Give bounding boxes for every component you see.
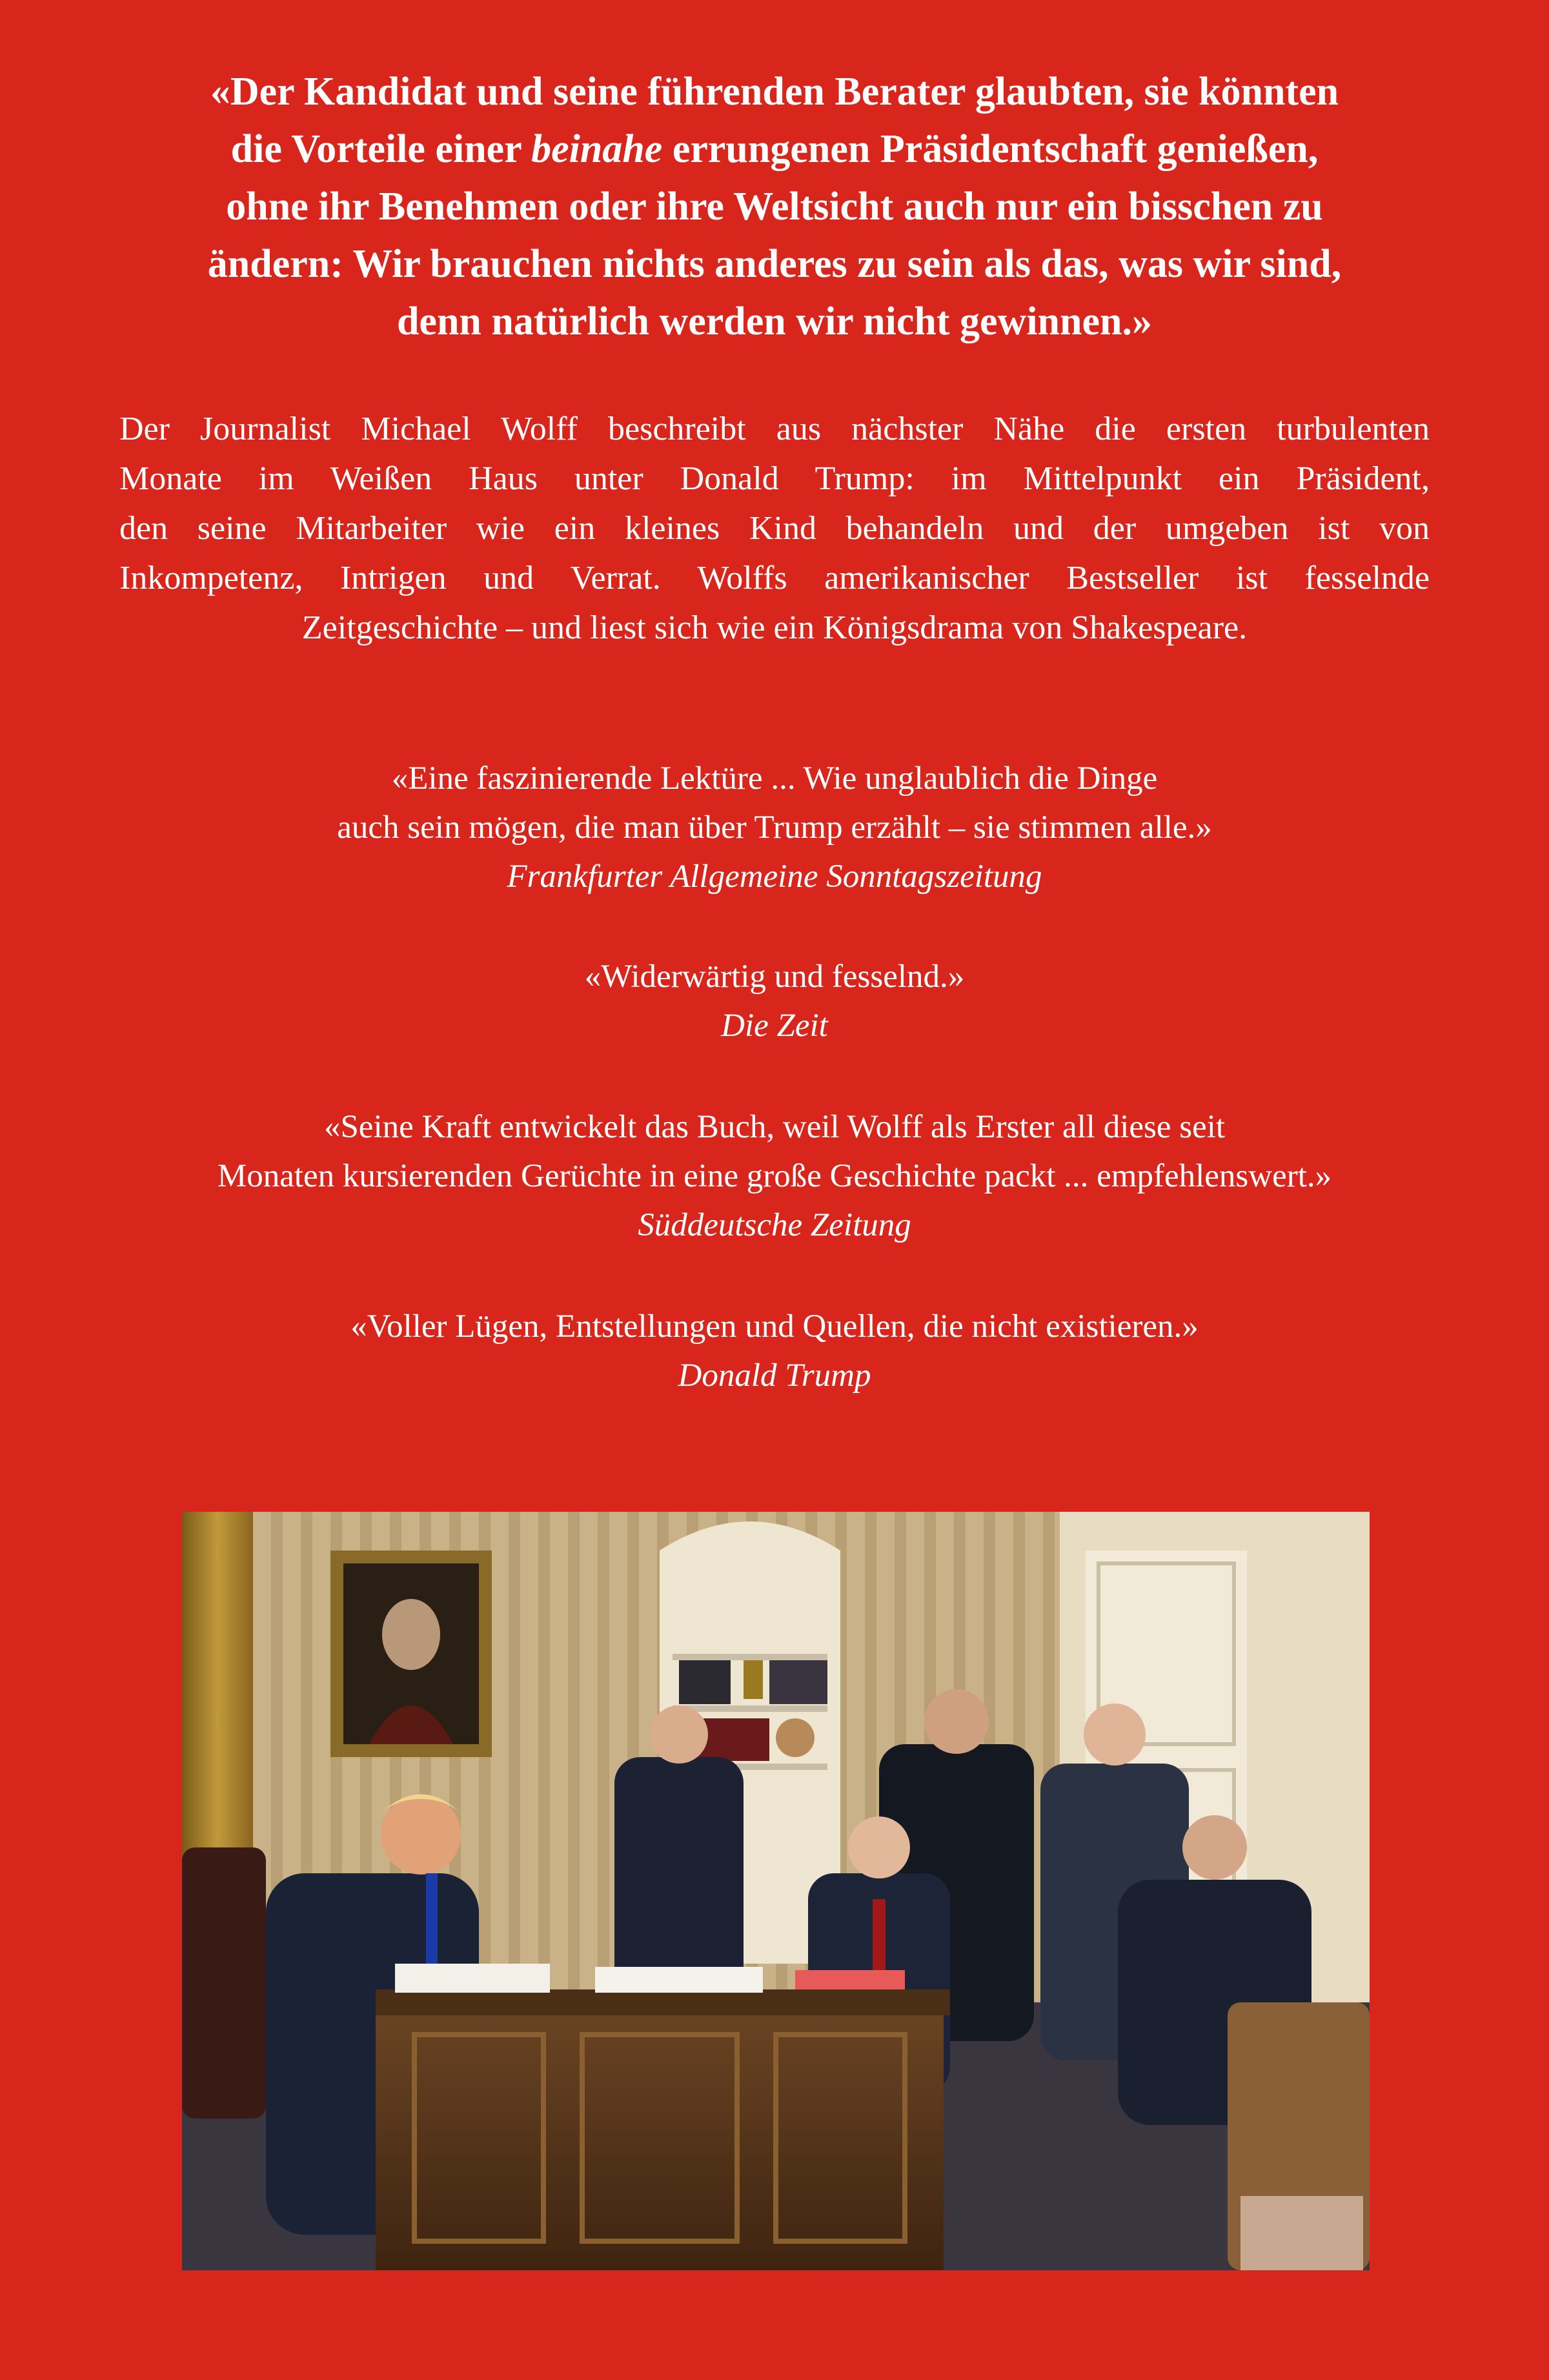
lead-quote-line-2-end: errungenen Präsidentschaft genießen,: [662, 127, 1319, 171]
lead-quote-emphasis: beinahe: [531, 127, 663, 171]
oval-office-photo: [182, 1512, 1370, 2270]
review-trump: [65, 1302, 1484, 1400]
lead-quote-line-3: ohne ihr Benehmen oder ihre Weltsicht auch nur ein bisschen zu: [226, 185, 1323, 229]
description-line-4: Inkompetenz, Intrigen und Verrat. Wolffs amerikanischer Bestseller ist fesselnde: [119, 560, 1430, 596]
lead-quote-line-4: ändern: Wir brauchen nichts anderes zu sein als das, was wir sind,: [207, 242, 1342, 286]
review-zeit: [65, 952, 1484, 1050]
description-line-2: Monate im Weißen Haus unter Donald Trump: im Mittelpunkt ein Präsident,: [119, 460, 1430, 497]
review-sz: [65, 1103, 1484, 1250]
review-quote-line: «Voller Lügen, Entstellungen und Quellen, die nicht existieren.»: [350, 1308, 1199, 1345]
review-source: Süddeutsche Zeitung: [638, 1207, 911, 1243]
review-source: Die Zeit: [721, 1008, 828, 1044]
lead-quote-line-2: [116, 121, 1433, 178]
review-quote-line: auch sein mögen, die man über Trump erzählt – sie stimmen alle.»: [337, 809, 1212, 846]
review-source: Donald Trump: [678, 1358, 871, 1394]
book-description: [119, 404, 1430, 653]
description-line-1: Der Journalist Michael Wolff beschreibt aus nächster Nähe die ersten turbulenten: [119, 411, 1430, 447]
review-quote-line: «Eine faszinierende Lektüre ... Wie unglaublich die Dinge: [391, 760, 1158, 797]
review-quote-line: Monaten kursierenden Gerüchte in eine große Geschichte packt ... empfehlenswert.»: [217, 1158, 1332, 1194]
review-source: Frankfurter Allgemeine Sonntagszeitung: [507, 859, 1042, 895]
review-quote-line: «Seine Kraft entwickelt das Buch, weil Wolff als Erster all diese seit: [323, 1109, 1226, 1145]
lead-quote: [116, 63, 1433, 351]
lead-quote-line-1: «Der Kandidat und seine führenden Berater glaubten, sie könnten: [210, 70, 1339, 114]
lead-quote-line-2-start: die Vorteile einer: [230, 127, 532, 171]
review-faz: [65, 754, 1484, 901]
description-line-5: Zeitgeschichte – und liest sich wie ein Königsdrama von Shakespeare.: [301, 609, 1248, 646]
lead-quote-line-5: denn natürlich werden wir nicht gewinnen.»: [396, 300, 1153, 343]
review-quote-line: «Widerwärtig und fesselnd.»: [584, 959, 965, 995]
description-line-3: den seine Mitarbeiter wie ein kleines Kind behandeln und der umgeben ist von: [119, 510, 1430, 547]
